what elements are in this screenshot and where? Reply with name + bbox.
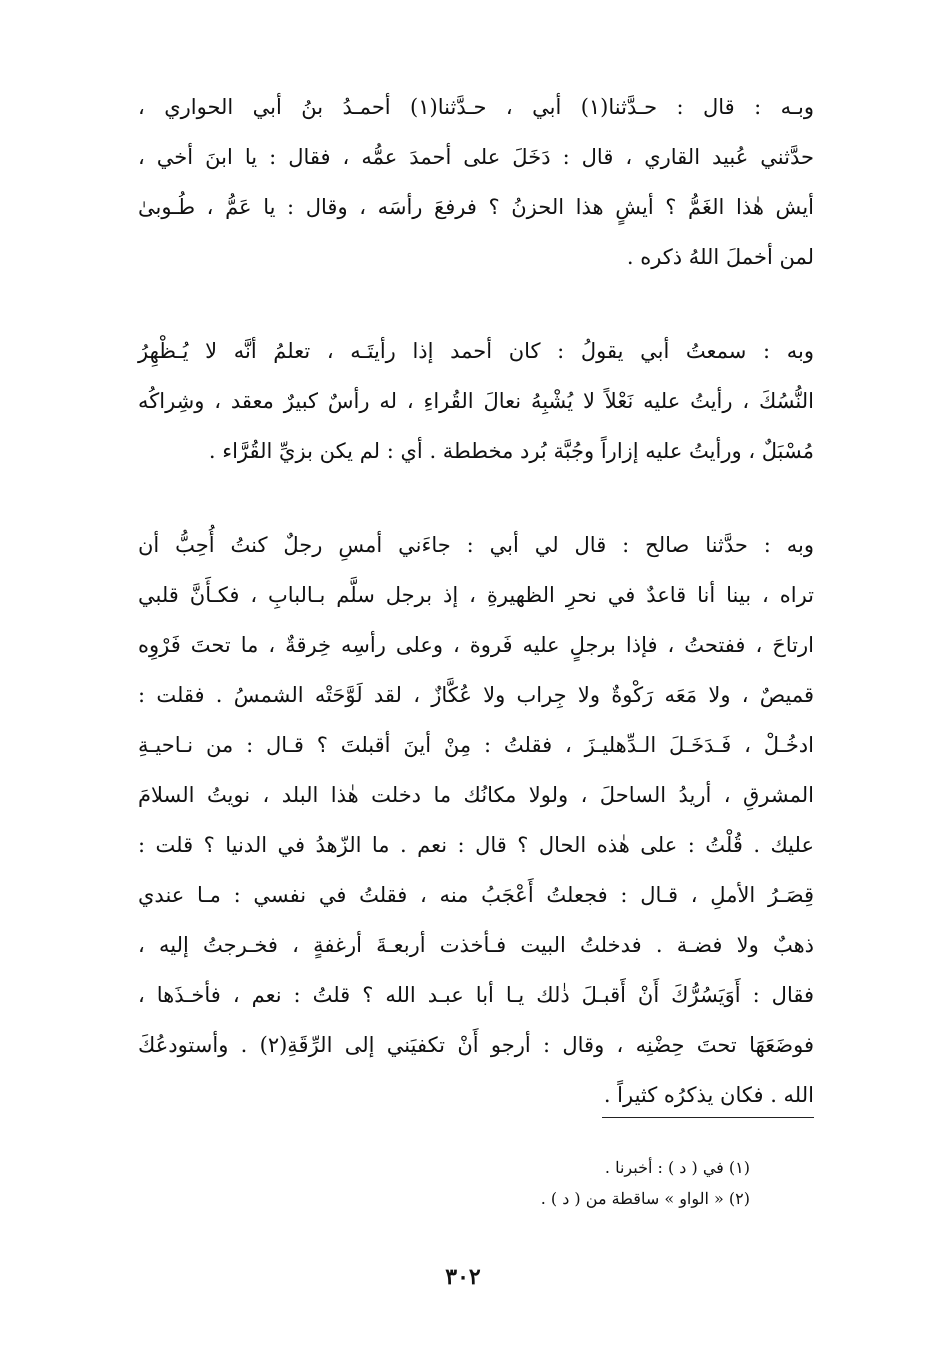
text-line: فوضَعَهَا تحتَ حِضْنِه ، وقال : أرجو أَنْ تكفيَني إلى الرِّقَةِ(٢) . وأستودعُكَ bbox=[138, 1033, 814, 1057]
text-line: عليك . قُلْتُ : على هٰذه الحال ؟ قال : نعم . ما الزّهدُ في الدنيا ؟ قلت : bbox=[138, 833, 814, 857]
footnote-divider bbox=[602, 1117, 814, 1118]
text-line: النُّسُكَ ، رأيتُ عليه نَعْلاً لا يُشْبِهُ نعالَ القُراءِ ، له رأسٌ كبيرٌ معقد ، وشِراكُه bbox=[138, 389, 814, 413]
text-line: قميصٌ ، ولا مَعَه رَكْوةٌ ولا جِراب ولا عُكَّازٌ ، لقد لَوَّحَتْه الشمسُ . فقلت : bbox=[138, 683, 814, 707]
text-line: ارتاحَ ، ففتحتُ ، فإذا برجلٍ عليه فَروة ، وعلى رأسِه خِرقةٌ ، ما تحتَ فَرْوِه bbox=[138, 633, 814, 657]
text-line: حدَّثني عُبيد القاري ، قال : دَخَلَ على أحمدَ عمُّه ، فقال : يا ابنَ أخي ، bbox=[138, 145, 814, 169]
text-line: وبه : سمعتُ أبي يقولُ : كان أحمد إذا رأيتَـه ، تعلمُ أنَّه لا يُـظْهِرُ bbox=[138, 339, 814, 363]
footnote-1: (١) في ( د ) : أخبرنا . bbox=[604, 1158, 750, 1177]
paragraph-2 bbox=[138, 326, 814, 476]
text-line: وبه : حدَّثنا صالح : قال لي أبي : جاءَني أمسِ رجلٌ كنتُ أُحِبُّ أن bbox=[138, 533, 814, 557]
text-line: المشرقِ ، أريدُ الساحلَ ، ولولا مكانُك ما دخلت هٰذا البلد ، نويتُ السلامَ bbox=[138, 783, 814, 807]
text-line: قِصَـرُ الأملِ ، قـال : فجعلتُ أَعْجَبُ منه ، فقلتُ في نفسي : مـا عندي bbox=[138, 883, 814, 907]
text-line: ذهبٌ ولا فضـة . فدخلتُ البيت فـأخذت أربعـةَ أرغفةٍ ، فخـرجتُ إليه ، bbox=[138, 933, 814, 957]
page-number: ٣٠٢ bbox=[445, 1264, 481, 1290]
paragraph-3 bbox=[138, 520, 814, 1120]
footnote-2: (٢) « الواو » ساقطة من ( د ) . bbox=[540, 1189, 750, 1208]
text-line: لمن أخملَ اللهُ ذكره . bbox=[626, 245, 814, 269]
text-line: ادخُـلْ ، فَـدَخَـلَ الـدِّهليـزَ ، فقلتُ : مِنْ أينَ أقبلتَ ؟ قـال : من نـاحيـةِ bbox=[138, 733, 814, 757]
text-line: مُسْبَلٌ ، ورأيتُ عليه إزاراً وجُبَّة بُرد مخططة . أي : لم يكن بزيِّ القُرَّاء . bbox=[208, 439, 814, 463]
paragraph-1 bbox=[138, 82, 814, 282]
text-line: الله . فكان يذكرُه كثيراً . bbox=[603, 1083, 814, 1107]
main-text bbox=[138, 82, 814, 1164]
text-line: تراه ، بينا أنا قاعدٌ في نحرِ الظهيرةِ ، إذ برجل سلَّم بـالبابِ ، فكـأَنَّ قلبي bbox=[138, 583, 814, 607]
text-line: وبـه : قال : حـدَّثنا(١) أبي ، حـدَّثنا(١) أحمـدُ بنُ أبي الحواري ، bbox=[138, 95, 815, 119]
text-line: فقال : أَوَيَسُرُّكَ أَنْ أَقبـلَ ذٰلك يـا أبا عبـد الله ؟ قلتُ : نعم ، فأخـذَها ، bbox=[138, 983, 814, 1007]
footnotes bbox=[541, 1152, 750, 1214]
text-line: أيش هٰذا الغَمُّ ؟ أيشٍ هذا الحزنُ ؟ فرفعَ رأسَه ، وقال : يا عَمُّ ، طُـوبىٰ bbox=[138, 195, 814, 219]
